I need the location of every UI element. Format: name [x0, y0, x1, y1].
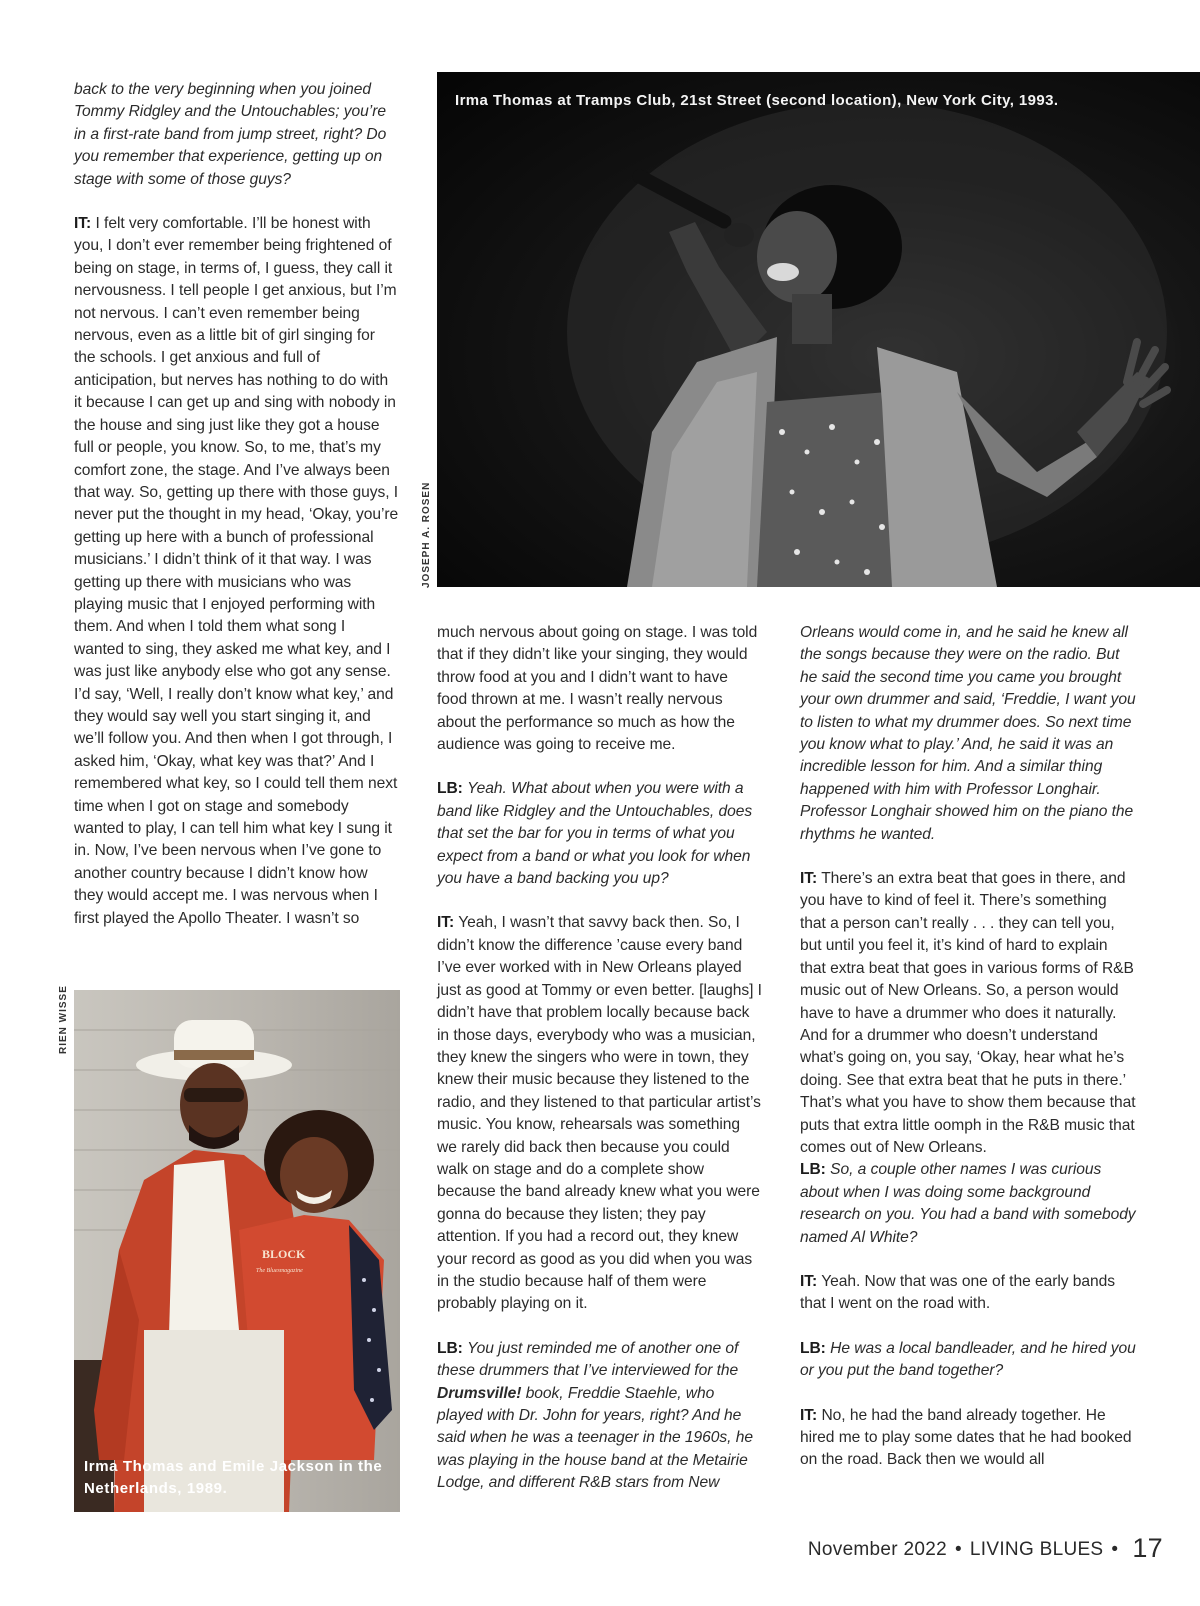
paragraph	[800, 622, 1136, 846]
answer-text: There’s an extra beat that goes in there, and you have to kind of feel it. There’s something that a person can’t really . . . they can tell you, but until you feel it, it’s kind of hard to explain that extra beat that goes in various forms of R&B music out of New Orleans. So, a person would have to have a drummer who does it naturally. And for a drummer who doesn’t understand what’s going on, you say, ‘Okay, hear what he’s doing. See that extra beat that he puts in there.’ That’s what you have to show them because that puts that extra little oomph in the R&B music that comes out of New Orleans.	[800, 870, 1136, 1156]
paragraph	[800, 1271, 1136, 1316]
article-column-1	[74, 79, 399, 930]
page-footer	[783, 1533, 1163, 1564]
question-text: So, a couple other names I was curious about when I was doing some background research on you. You had a band with somebody named Al White?	[800, 1161, 1136, 1246]
photo-caption: Irma Thomas and Emile Jackson in the Netherlands, 1989.	[84, 1458, 383, 1497]
paragraph	[437, 622, 762, 756]
magazine-name: LIVING BLUES	[969, 1539, 1104, 1560]
speaker-label: IT:	[800, 1272, 818, 1290]
article-column-2	[437, 622, 762, 1495]
paragraph	[74, 79, 399, 191]
speaker-label: LB:	[437, 780, 463, 798]
answer-text: much nervous about going on stage. I was told that if they didn’t like your singing, they would throw food at you and I didn’t want to have food thrown at me. I wasn’t really nervous about the performance so much as how the audience was going to receive me.	[437, 624, 758, 754]
question-text: You just reminded me of another one of these drummers that I’ve interviewed for the	[437, 1339, 739, 1380]
paragraph	[800, 1338, 1136, 1383]
photo-irma-thomas-emile-jackson	[74, 990, 400, 1512]
photo-caption: Irma Thomas at Tramps Club, 21st Street (second location), New York City, 1993.	[455, 92, 1059, 109]
page-number: 17	[1132, 1533, 1163, 1563]
shirt-print-text: BLOCK	[262, 1247, 306, 1261]
photo-credit: RIEN WISSE	[58, 985, 69, 1054]
answer-text: Yeah, I wasn’t that savvy back then. So, I didn’t know the difference ’cause every band I’ve ever worked with in New Orleans played just as good at Tommy or even better. [laughs] I didn’t have that problem locally because back in those days, everybody who was a musician, they knew the singers who were in town, they knew their music because they listened to the radio, and they listened to that particular artist’s music. You know, rehearsals was something we rarely did back then because you could walk on stage and do a complete show because the band already knew what you were gonna do because they listen; they pay attention. If you had a record out, they knew your record as good as you did when you was in the studio because half of them were probably playing on it.	[437, 914, 762, 1313]
answer-text: Yeah. Now that was one of the early bands that I went on the road with.	[800, 1272, 1116, 1313]
separator-bullet: •	[954, 1539, 962, 1560]
issue-date: November 2022	[807, 1539, 947, 1560]
question-text: Orleans would come in, and he said he knew all the songs because they were on the radio. But he said the second time you came you brought your own drummer and said, ‘Freddie, I want you to listen to what my drummer does. So next time you know what to play.’ And, he said it was an incredible lesson for him. And a similar thing happened with him with Professor Longhair. Professor Longhair showed him on the piano the rhythms he wanted.	[800, 624, 1136, 843]
shirt-print-subtext: The Bluesmagazine	[256, 1268, 303, 1274]
speaker-label: LB:	[800, 1339, 826, 1357]
photo-illustration	[437, 72, 1200, 587]
question-text: He was a local bandleader, and he hired you or you put the band together?	[800, 1339, 1136, 1380]
answer-text: No, he had the band already together. He hired me to play some dates that he had booked on the road. Back then we would all	[800, 1406, 1132, 1469]
speaker-label: IT:	[74, 215, 92, 233]
question-text: book, Freddie Staehle, who played with Dr. John for years, right? And he said when he was a teenager in the 1960s, he was playing in the house band at the Metairie Lodge, and different R&B stars from New	[437, 1384, 753, 1492]
paragraph	[74, 213, 399, 930]
speaker-label: IT:	[800, 870, 818, 888]
speaker-label: LB:	[800, 1161, 826, 1179]
speaker-label: IT:	[800, 1406, 818, 1424]
book-title: Drumsville!	[437, 1384, 522, 1402]
speaker-label: LB:	[437, 1339, 463, 1357]
question-text: Yeah. What about when you were with a band like Ridgley and the Untouchables, does that set the bar for you in terms of what you expect from a band or what you look for when you have a band backing you up?	[437, 780, 753, 888]
paragraph	[437, 1338, 762, 1495]
paragraph	[800, 1159, 1136, 1249]
answer-text: I felt very comfortable. I’ll be honest with you, I don’t ever remember being frightened of being on stage, in terms of, I guess, they call it nervousness. I tell people I get anxious, but I’m not nervous. I can’t even remember being nervous, even as a little bit of girl singing for the schools. I get anxious and full of anticipation, but nerves has nothing to do with it because I can get up and sing with nobody in the house and sing just like they got a house full or people, you know. So, to me, that’s my comfort zone, the stage. And I’ve always been that way. So, getting up there with those guys, I never put the thought in my head, ‘Okay, you’re getting up here with a bunch of professional musicians.’ I didn’t think of it that way. I was getting up there with musicians who was playing music that I enjoyed performing with them. And when I told them what song I wanted to sing, they asked me what key, and I was just like anybody else who got any sense. I’d say, ‘Well, I really don’t know what key,’ and they would say well you start singing it, and we’ll follow you. And then when I got through, I asked him, ‘Okay, what key was that?’ And I remembered what key, so I could tell them next time when I got on stage and somebody wanted to play, I can tell him what key I sung it in. Now, I’ve been nervous when I’ve gone to another country because I didn’t know how they would accept me. I was nervous when I first played the Apollo Theater. I wasn’t so	[74, 215, 399, 927]
article-column-3	[800, 622, 1136, 1472]
paragraph	[437, 912, 762, 1315]
paragraph	[437, 778, 762, 890]
paragraph	[800, 868, 1136, 1159]
speaker-label: IT:	[437, 914, 455, 932]
question-text: back to the very beginning when you joined Tommy Ridgley and the Untouchables; you’re in a first-rate band from jump street, right? Do you remember that experience, getting up on stage with some of those guys?	[74, 81, 387, 188]
photo-credit: JOSEPH A. ROSEN	[421, 481, 432, 588]
separator-bullet: •	[1111, 1539, 1119, 1560]
paragraph	[800, 1405, 1136, 1472]
photo-irma-thomas-tramps	[437, 72, 1200, 587]
photo-illustration	[74, 990, 400, 1512]
